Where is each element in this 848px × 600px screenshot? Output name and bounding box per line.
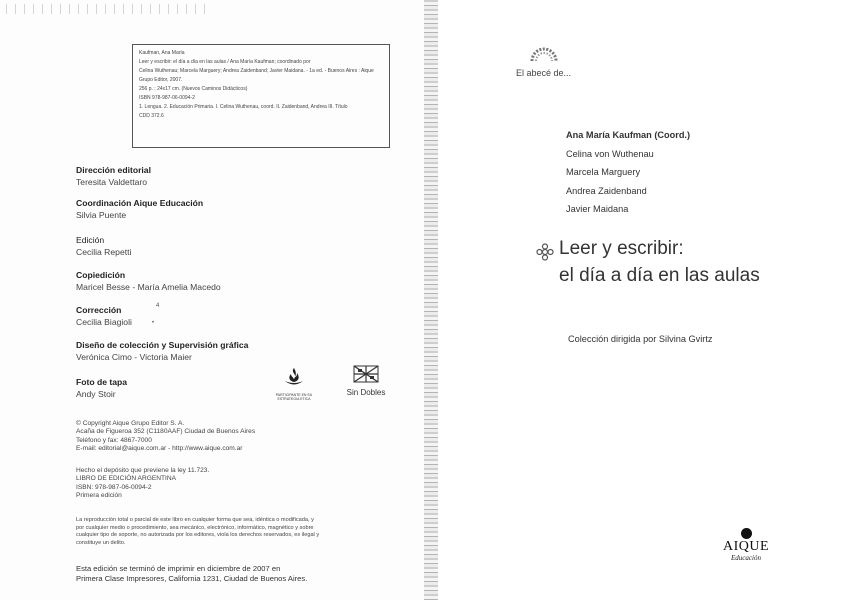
ethics-logo-text: PARTICIPANTE EN SU ESTRATEGIA ETICA [275,393,313,401]
aique-dot-icon [741,528,752,539]
legal-line: ISBN: 978-987-06-0094-2 [76,483,152,491]
credit-edition [76,235,131,257]
author-list [566,126,690,219]
rights-line: por cualquier medio o procedimiento, sea mecánico, electrónico, informático, magnético y sobre [76,524,314,531]
credit-cover-photo [76,377,127,399]
credit-names: Maricel Besse - María Amelia Macedo [76,282,221,292]
credit-role: Copiedición [76,270,126,280]
author-name: Ana María Kaufman (Coord.) [566,130,691,140]
flame-hands-icon [283,367,305,387]
credit-role: Coordinación Aique Educación [76,198,204,208]
book-title-line-1: Leer y escribir: [559,238,684,259]
scan-mark: • [152,320,155,326]
cip-line: Celina Wuthenau; Marcela Marguery; Andrea Zaidenband; Javier Maidana. - 1a ed. - Buenos Aires : Aique [139,68,374,74]
aique-logo [718,528,774,562]
cip-line: CDD 372.6 [139,113,164,119]
credit-role: Foto de tapa [76,377,128,387]
book-title-line-2: el día a día en las aulas [559,265,760,286]
legal-deposit-block [76,467,209,501]
credit-names: Silvia Puente [76,210,127,220]
credit-role: Edición [76,235,105,245]
collection-director: Colección dirigida por Silvina Gvirtz [568,334,713,344]
copyright-line: Teléfono y fax: 4867-7000 [76,436,152,444]
credit-design [76,340,248,362]
credit-coordination [76,198,203,220]
cip-line: Kaufman, Ana María [139,50,185,56]
copyright-block [76,420,255,454]
credit-names: Cecilia Biagioli [76,317,132,327]
cip-line: 256 p. ; 24x17 cm. (Nuevos Caminos Didácticos) [139,86,248,92]
credit-copyediting [76,270,221,292]
flower-icon [536,243,554,261]
rights-line: cualquier tipo de soporte, no autorizada por los editores, viola los derechos reservados, es ilegal y [76,532,320,539]
printing-info [76,564,307,584]
author-name: Celina von Wuthenau [566,148,654,159]
credit-names: Teresita Valdettaro [76,177,148,187]
ethics-program-logo [268,367,320,401]
cip-line: ISBN 978-987-06-0094-2 [139,95,195,101]
rights-notice [76,517,319,547]
credit-role: Dirección editorial [76,165,151,175]
credit-names: Andy Stoir [76,389,116,399]
credit-names: Cecilia Repetti [76,247,132,257]
sin-dobles-text: Sin Dobles [346,388,386,397]
legal-line: Hecho el depósito que previene la ley 11.723. [76,467,210,474]
cataloging-box [132,44,390,148]
book-spine-scan [424,0,438,600]
printing-line: Esta edición se terminó de imprimir en diciembre de 2007 en [76,564,281,573]
rights-line: constituye un delito. [76,539,126,546]
credit-editorial-direction [76,165,151,187]
sin-dobles-logo [344,365,388,397]
scan-mark: 4 [156,303,160,309]
cip-line: 1. Lengua. 2. Educación Primaria. I. Celina Wuthenau, coord. II. Zaidenband, Andrea III. Título [139,104,348,110]
copyright-email: E-mail: editorial@aique.com.ar - http://www.aique.com.ar [76,445,243,453]
credit-role: Corrección [76,305,122,315]
scan-noise [6,4,206,14]
credit-correction [76,305,132,327]
cip-line: Grupo Editor, 2007. [139,77,183,83]
credit-names: Verónica Cimo - Victoria Maier [76,352,192,362]
author-name: Javier Maidana [566,204,629,215]
author-name: Andrea Zaidenband [566,185,647,196]
publisher-name: AIQUE [722,539,770,554]
author-name: Marcela Marguery [566,167,641,178]
series-label: El abecé de... [516,68,572,78]
cip-line: Leer y escribir: el día a día en las aulas / Ana María Kaufman; coordinado por [139,59,311,65]
printing-line: Primera Clase Impresores, California 1231, Ciudad de Buenos Aires. [76,574,308,583]
checkered-stamp-icon [353,365,379,383]
rights-line: La reproducción total o parcial de este libro en cualquier forma que sea, idéntica o modificada, y [76,517,314,523]
legal-line: LIBRO DE EDICIÓN ARGENTINA [76,475,177,483]
abece-arc-icon [530,46,558,62]
copyright-line: © Copyright Aique Grupo Editor S. A. [76,420,185,427]
credit-role: Diseño de colección y Supervisión gráfica [76,340,249,350]
publisher-subtitle: Educación [731,554,761,562]
legal-line: Primera edición [76,492,122,500]
right-page [424,0,848,600]
copyright-line: Acaña de Figueroa 352 (C1180AAF) Ciudad de Buenos Aires [76,428,256,436]
